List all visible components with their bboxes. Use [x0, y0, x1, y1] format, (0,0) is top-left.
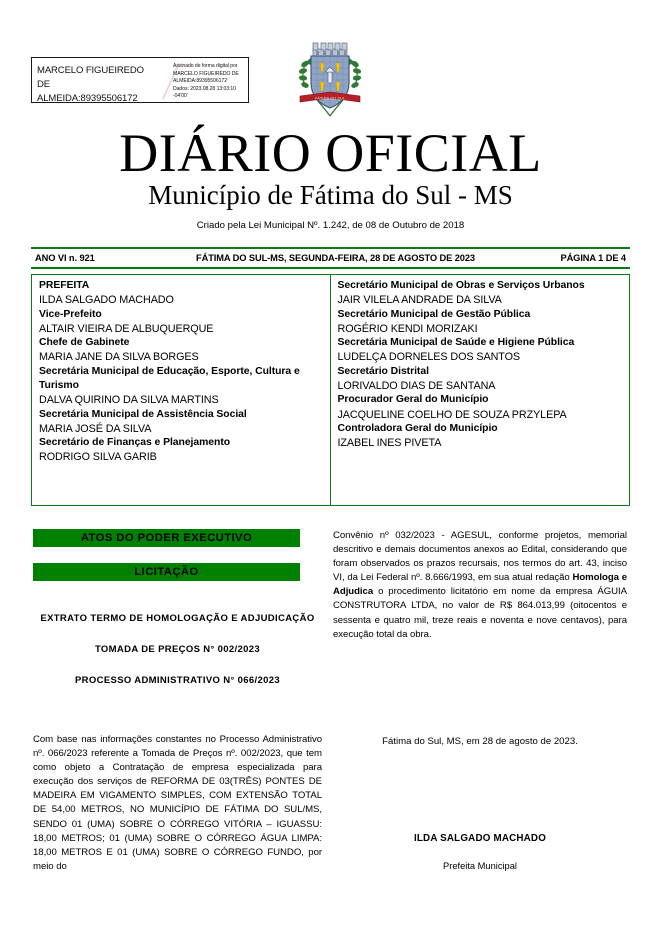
doc-heading-homologacao: EXTRATO TERMO DE HOMOLOGAÇÃO E ADJUDICAÇÃO — [40, 613, 315, 624]
left-column-headings — [33, 612, 322, 688]
doc-heading-tomada-precos: TOMADA DE PREÇOS N° 002/2023 — [94, 644, 261, 655]
creation-law-note: Criado pela Lei Municipal Nº. 1.242, de 08 de Outubro de 2018 — [196, 220, 465, 231]
signatory-title: Prefeita Municipal — [443, 861, 517, 871]
official-role: Chefe de Gabinete — [39, 337, 130, 349]
page-subtitle: Município de Fátima do Sul - MS — [148, 180, 513, 210]
signature-date-line: Fátima do Sul, MS, em 28 de agosto de 2023. — [382, 736, 578, 747]
digital-signature-details — [173, 63, 249, 101]
digital-signature-signer — [37, 64, 159, 103]
official-name: IZABEL INES PIVETA — [337, 437, 442, 450]
official-name: LORIVALDO DIAS DE SANTANA — [337, 380, 496, 393]
official-role: Secretária Municipal de Saúde e Higiene Pública — [337, 337, 575, 349]
official-name: LUDELÇA DORNELES DOS SANTOS — [337, 351, 521, 364]
issue-date: FÁTIMA DO SUL-MS, SEGUNDA-FEIRA, 28 DE AGOSTO DE 2023 — [196, 253, 475, 263]
officials-column-right — [331, 275, 630, 505]
official-name: MARIA JOSÉ DA SILVA — [39, 422, 152, 435]
page-indicator: PÁGINA 1 DE 4 — [560, 253, 626, 263]
info-bar-rule-bottom — [31, 267, 630, 269]
official-name: JAIR VILELA ANDRADE DA SILVA — [337, 294, 502, 307]
official-role: Procurador Geral do Município — [337, 394, 489, 406]
official-name: DALVA QUIRINO DA SILVA MARTINS — [39, 394, 219, 407]
official-role: Secretária Municipal de Assistência Social — [39, 408, 247, 420]
official-role: Secretário Municipal de Obras e Serviços Urbanos — [337, 280, 585, 291]
officials-column-left — [32, 275, 331, 505]
official-role: PREFEITA — [39, 280, 90, 291]
official-role: Vice-Prefeito — [39, 308, 102, 320]
right-column-paragraph — [333, 529, 627, 642]
paragraph-emphasis-homologa-adjudica: Homologa e Adjudica — [333, 572, 627, 598]
official-name: JACQUELINE COELHO DE SOUZA PRZYLEPA — [337, 408, 567, 421]
paragraph-part-1: Convênio nº 032/2023 - AGESUL, conforme projetos, memorial descritivo e demais documentos anexos ao Edital, considerando que foram observados os prazos recursais, nos termos do art. 43, inciso VI, da Lei Federal nº. 8.666/1993, em sua atual redação — [333, 530, 627, 584]
signer-line-1: MARCELO FIGUEIREDO DE — [37, 65, 144, 90]
official-name: ILDA SALGADO MACHADO — [39, 294, 174, 307]
official-name: MARIA JANE DA SILVA BORGES — [39, 351, 199, 364]
left-column-paragraph: Com base nas informações constantes no Processo Administrativo nº. 066/2023 referente a Tomada de Preços nº. 002/2023, que tem como objeto a Contratação de empresa especializada para execução dos serviços de REFORMA DE 03(TRÊS) PONTES DE MADEIRA EM VIGAMENTO SIMPLES, COM EXTENSÃO TOTAL DE 54,00 METROS, NO MUNICÍPIO DE FÁTIMA DO SUL/MS, SENDO 01 (UMA) SOBRE O CÓRREGO VITÓRIA – IGUASSU: 18,00 METROS; 01 (UMA) SOBRE O CÓRREGO ÁGUA LIMPA: 18,00 METROS E 01 (UMA) SOBRE O CÓRREGO FUNDO, por meio do — [33, 734, 322, 872]
digital-signature-stamp — [31, 57, 249, 103]
official-name: RODRIGO SILVA GARIB — [39, 451, 157, 464]
official-name: ALTAIR VIEIRA DE ALBUQUERQUE — [39, 322, 214, 335]
section-banner-atos-poder-executivo: ATOS DO PODER EXECUTIVO — [33, 529, 300, 547]
ribbon-text: FÁTIMA DO SUL — [315, 96, 345, 101]
info-bar-rule-top — [31, 247, 630, 249]
coat-of-arms-icon — [296, 38, 364, 122]
official-role: Secretário Municipal de Gestão Pública — [337, 308, 531, 320]
info-bar — [31, 250, 630, 266]
detail-line-4: Dados: 2023.08.28 13:03:10 -04'00' — [173, 85, 236, 100]
official-role: Secretária Municipal de Educação, Esporte, Cultura e Turismo — [39, 365, 300, 392]
paragraph-part-2: o procedimento licitatório em nome da empresa ÁGUIA CONSTRUTORA LTDA, no valor de R$ 864.013,99 (oitocentos e sessenta e quatro mil, treze reais e noventa e nove centavos), para execução total da obra. — [333, 586, 627, 640]
official-role: Secretário Distrital — [337, 365, 429, 377]
detail-line-3: ALMEIDA:89395506172 — [173, 78, 227, 85]
official-role: Secretário de Finanças e Planejamento — [39, 437, 231, 449]
signer-line-2: ALMEIDA:89395506172 — [37, 93, 138, 103]
official-name: ROGÉRIO KENDI MORIZAKI — [337, 322, 478, 335]
page-title: DIÁRIO OFICIAL — [119, 123, 542, 183]
doc-heading-processo-administrativo: PROCESSO ADMINISTRATIVO N° 066/2023 — [74, 675, 281, 686]
section-banner-licitacao: LICITAÇÃO — [33, 563, 300, 581]
official-role: Controladora Geral do Município — [337, 423, 498, 435]
officials-table — [31, 274, 630, 506]
signatory-name: ILDA SALGADO MACHADO — [413, 833, 547, 844]
detail-line-2: MARCELO FIGUEIREDO DE — [173, 70, 239, 77]
detail-line-1: Assinado de forma digital por — [173, 63, 238, 69]
issue-number: ANO VI n. 921 — [35, 253, 95, 263]
